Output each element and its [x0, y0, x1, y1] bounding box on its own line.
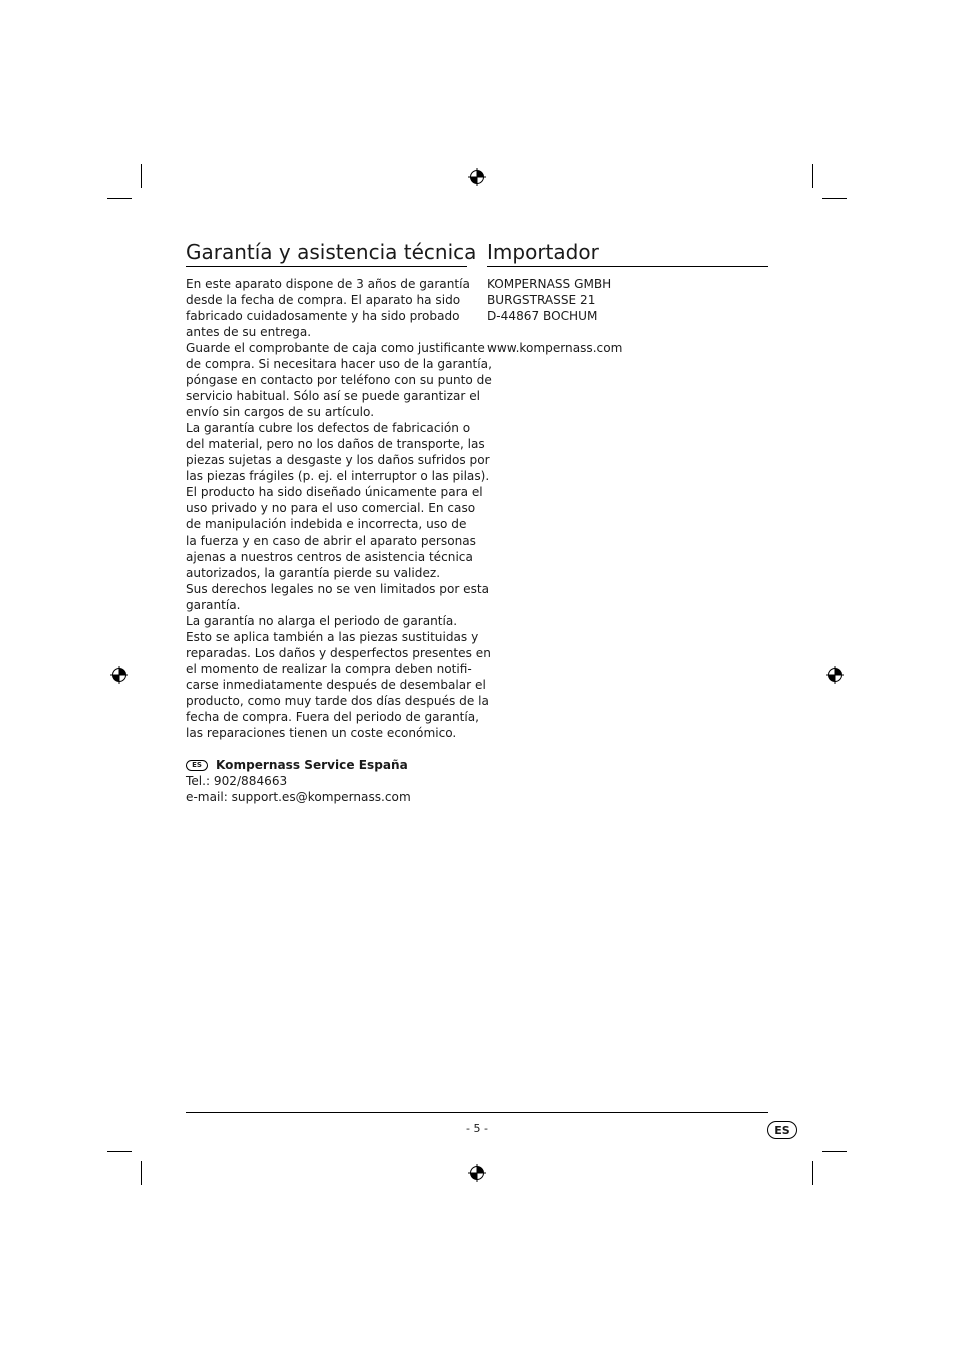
footer-rule	[186, 1112, 768, 1113]
crop-mark	[107, 198, 132, 199]
text-line: fecha de compra. Fuera del periodo de garantía,	[186, 709, 479, 724]
text-line: de compra. Si necesitara hacer uso de la garantía,	[186, 357, 492, 372]
text-line: autorizados, la garantía pierde su validez.	[186, 565, 441, 580]
text-line: el momento de realizar la compra deben notifi-	[186, 661, 472, 676]
service-email[interactable]: e-mail: support.es@kompernass.com	[186, 790, 411, 804]
crop-mark	[141, 1161, 142, 1185]
text-line: piezas sujetas a desgaste y los daños sufridos por	[186, 453, 490, 468]
text-line: ajenas a nuestros centros de asistencia técnica	[186, 549, 473, 564]
text-line: Guarde el comprobante de caja como justificante	[186, 341, 485, 356]
heading-rule	[186, 266, 467, 267]
text-line: fabricado cuidadosamente y ha sido probado	[186, 309, 460, 324]
text-line: reparadas. Los daños y desperfectos presentes en	[186, 645, 491, 660]
text-line: carse inmediatamente después de desembalar el	[186, 677, 486, 692]
crop-mark	[822, 1151, 847, 1152]
crop-mark	[141, 164, 142, 188]
text-line: de manipulación indebida e incorrecta, uso de	[186, 517, 467, 532]
warranty-body	[186, 276, 492, 741]
address-line: D-44867 BOCHUM	[487, 309, 598, 324]
text-line: La garantía no alarga el periodo de garantía.	[186, 613, 458, 628]
service-name: Kompernass Service España	[216, 758, 408, 772]
address-line: KOMPERNASS GMBH	[487, 277, 612, 291]
text-line: El producto ha sido diseñado únicamente para el	[186, 485, 483, 500]
website-link[interactable]: www.kompernass.com	[487, 341, 623, 356]
crop-mark	[812, 1161, 813, 1185]
text-line: producto, como muy tarde dos días después de la	[186, 693, 489, 708]
service-contact	[186, 757, 411, 805]
language-badge: ES	[767, 1121, 797, 1139]
country-badge: ES	[186, 760, 208, 771]
registration-mark-icon	[468, 168, 486, 186]
crop-mark	[822, 198, 847, 199]
text-line: desde la fecha de compra. El aparato ha sido	[186, 293, 461, 308]
text-line: las piezas frágiles (p. ej. el interruptor o las pilas).	[186, 469, 490, 484]
text-line: del material, pero no los daños de transporte, las	[186, 437, 485, 452]
text-line: la fuerza y en caso de abrir el aparato personas	[186, 533, 476, 548]
service-tel: Tel.: 902/884663	[186, 774, 288, 788]
text-line: Sus derechos legales no se ven limitados por esta	[186, 581, 490, 596]
text-line: envío sin cargos de su artículo.	[186, 405, 375, 420]
section-heading-importer: Importador	[487, 240, 599, 264]
registration-mark-icon	[110, 666, 128, 684]
text-line: garantía.	[186, 597, 241, 612]
crop-mark	[812, 164, 813, 188]
page-number: - 5 -	[466, 1122, 488, 1135]
heading-rule	[487, 266, 768, 267]
text-line: uso privado y no para el uso comercial. En caso	[186, 501, 476, 516]
crop-mark	[107, 1151, 132, 1152]
text-line: antes de su entrega.	[186, 325, 312, 340]
importer-address	[487, 276, 622, 356]
text-line: las reparaciones tienen un coste económico.	[186, 725, 457, 740]
registration-mark-icon	[826, 666, 844, 684]
text-line: En este aparato dispone de 3 años de garantía	[186, 277, 470, 291]
section-heading-warranty: Garantía y asistencia técnica	[186, 240, 477, 264]
text-line: La garantía cubre los defectos de fabricación o	[186, 421, 471, 436]
text-line: Esto se aplica también a las piezas sustituidas y	[186, 629, 479, 644]
registration-mark-icon	[468, 1164, 486, 1182]
address-line: BURGSTRASSE 21	[487, 293, 596, 308]
text-line: póngase en contacto por teléfono con su punto de	[186, 373, 492, 388]
text-line: servicio habitual. Sólo así se puede garantizar el	[186, 389, 480, 404]
